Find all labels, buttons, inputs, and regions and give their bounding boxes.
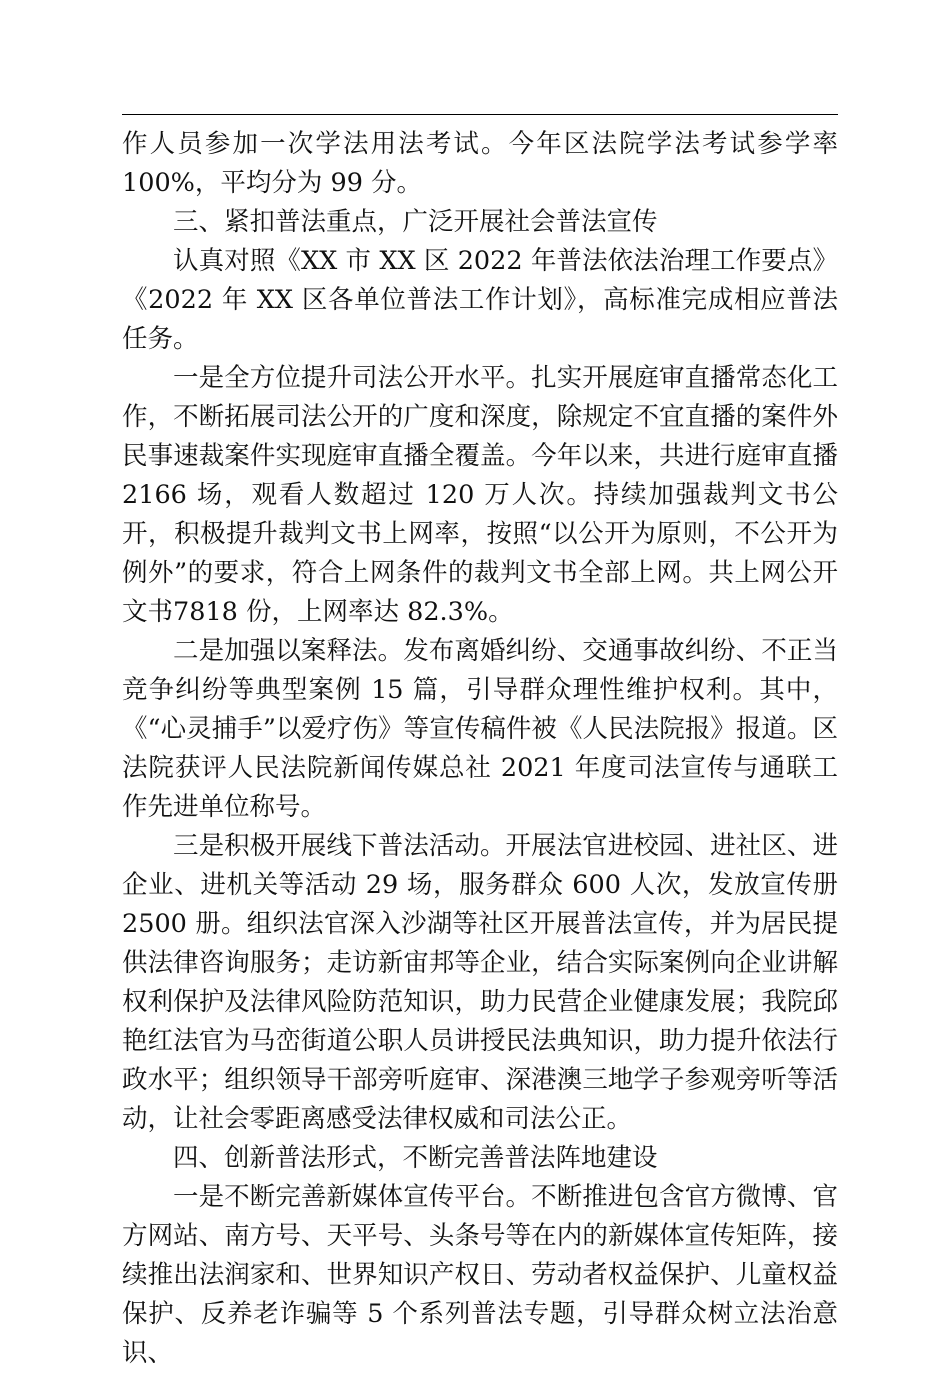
header-rule — [122, 114, 838, 115]
document-body — [122, 125, 838, 1373]
section-heading-3: 三、紧扣普法重点，广泛开展社会普法宣传 — [173, 207, 658, 237]
paragraph-new-media: 一是不断完善新媒体宣传平台。不断推进包含官方微博、官方网站、南方号、天平号、头条号等在内的新媒体宣传矩阵，接续推出法润家和、世界知识产权日、劳动者权益保护、儿童权益保护、反养老诈骗等 5 个系列普法专题，引导群众树立法治意识、 — [122, 1182, 838, 1368]
paragraph-continued: 作人员参加一次学法用法考试。今年区法院学法考试参学率100%，平均分为 99 分。 — [122, 129, 838, 198]
paragraph-intro: 认真对照《XX 市 XX 区 2022 年普法依法治理工作要点》《2022 年 XX 区各单位普法工作计划》，高标准完成相应普法任务。 — [122, 246, 838, 354]
paragraph-judicial-openness: 一是全方位提升司法公开水平。扎实开展庭审直播常态化工作，不断拓展司法公开的广度和深度，除规定不宜直播的案件外民事速裁案件实现庭审直播全覆盖。今年以来，共进行庭审直播2166 场，观看人数超过 120 万人次。持续加强裁判文书公开，积极提升裁判文书上网率，按照“以公开为原则，不公开为例外”的要求，符合上网条件的裁判文书全部上网。共上网公开文书7818 份，上网率达 82.3%。 — [122, 363, 838, 627]
section-heading-4: 四、创新普法形式，不断完善普法阵地建设 — [173, 1143, 658, 1173]
paragraph-case-interpretation: 二是加强以案释法。发布离婚纠纷、交通事故纠纷、不正当竞争纠纷等典型案例 15 篇，引导群众理性维护权利。其中，《“心灵捕手”以爱疗伤》等宣传稿件被《人民法院报》报道。区法院获评人民法院新闻传媒总社 2021 年度司法宣传与通联工作先进单位称号。 — [122, 636, 838, 822]
paragraph-offline-activities: 三是积极开展线下普法活动。开展法官进校园、进社区、进企业、进机关等活动 29 场，服务群众 600 人次，发放宣传册2500 册。组织法官深入沙湖等社区开展普法宣传，并为居民提供法律咨询服务；走访新宙邦等企业，结合实际案例向企业讲解权利保护及法律风险防范知识，助力民营企业健康发展；我院邱艳红法官为马峦街道公职人员讲授民法典知识，助力提升依法行政水平；组织领导干部旁听庭审、深港澳三地学子参观旁听等活动，让社会零距离感受法律权威和司法公正。 — [122, 831, 838, 1134]
